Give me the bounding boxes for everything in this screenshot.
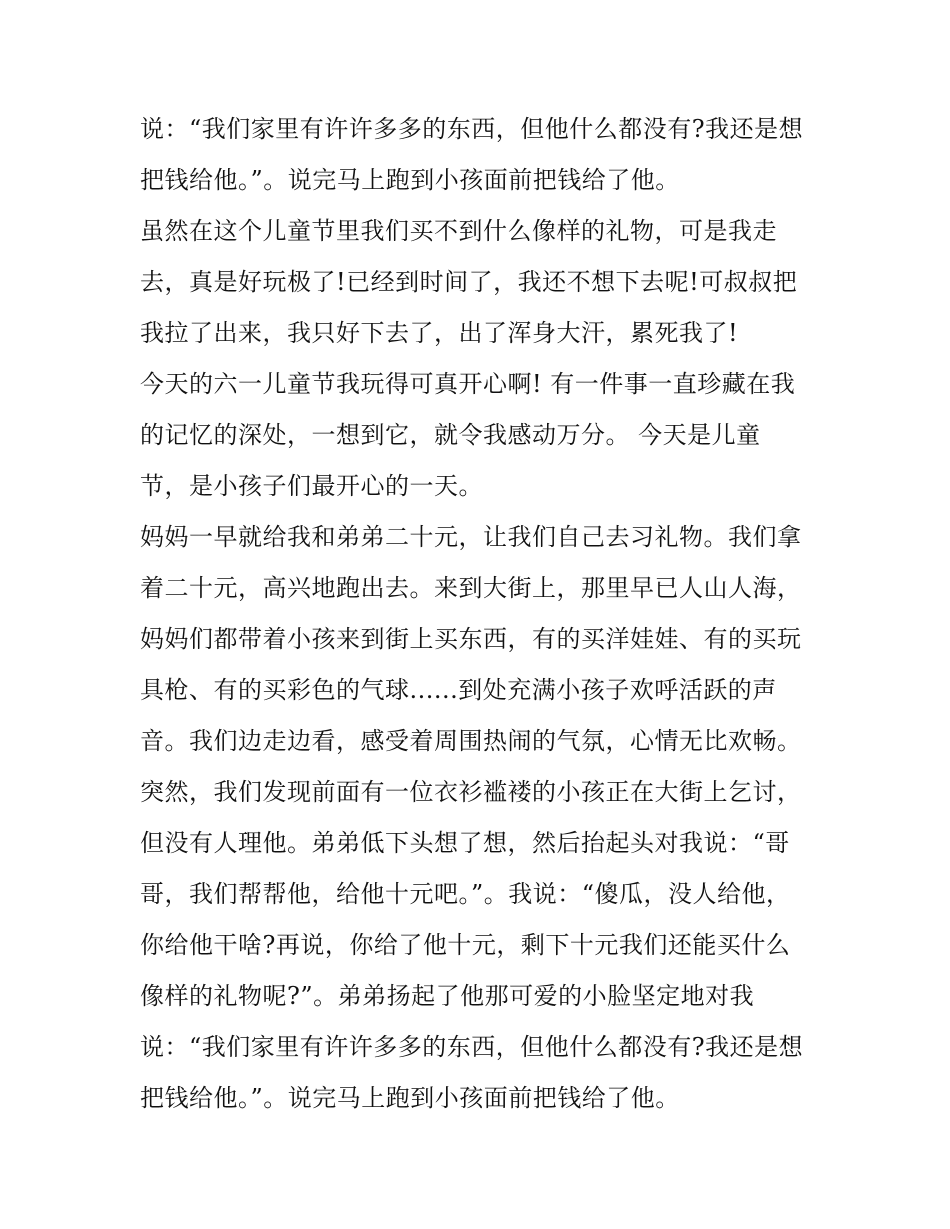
text-line: 突然，我们发现前面有一位衣衫褴褛的小孩正在大街上乞讨， xyxy=(140,778,802,806)
text-line: 妈妈们都带着小孩来到街上买东西，有的买洋娃娃、有的买玩 xyxy=(140,625,802,653)
text-line: 你给他干啥?再说，你给了他十元，剩下十元我们还能买什么 xyxy=(140,931,791,959)
text-line: 着二十元，高兴地跑出去。来到大街上，那里早已人山人海， xyxy=(140,574,802,602)
text-line: 妈妈一早就给我和弟弟二十元，让我们自己去习礼物。我们拿 xyxy=(140,523,802,551)
text-line: 我拉了出来，我只好下去了，出了浑身大汗，累死我了! xyxy=(140,319,739,347)
document-body xyxy=(140,104,840,1124)
text-line: 哥，我们帮帮他，给他十元吧。”。我说：“傻瓜，没人给他， xyxy=(140,880,791,908)
text-line: 说：“我们家里有许许多多的东西，但他什么都没有?我还是想 xyxy=(140,115,804,143)
text-line: 但没有人理他。弟弟低下头想了想，然后抬起头对我说：“哥 xyxy=(140,829,790,857)
text-line: 把钱给他。”。说完马上跑到小孩面前把钱给了他。 xyxy=(140,166,680,194)
text-line: 具枪、有的买彩色的气球......到处充满小孩子欢呼活跃的声 xyxy=(140,676,777,704)
text-line: 虽然在这个儿童节里我们买不到什么像样的礼物，可是我走 xyxy=(140,217,777,245)
text-line: 像样的礼物呢?”。弟弟扬起了他那可爱的小脸坚定地对我 xyxy=(140,982,755,1010)
text-line: 音。我们边走边看，感受着周围热闹的气氛，心情无比欢畅。 xyxy=(140,727,802,755)
text-line: 今天的六一儿童节我玩得可真开心啊! 有一件事一直珍藏在我 xyxy=(140,370,796,398)
text-line: 去，真是好玩极了!已经到时间了，我还不想下去呢!可叔叔把 xyxy=(140,268,798,296)
text-line: 把钱给他。”。说完马上跑到小孩面前把钱给了他。 xyxy=(140,1084,680,1112)
text-line: 说：“我们家里有许许多多的东西，但他什么都没有?我还是想 xyxy=(140,1033,804,1061)
text-line: 节，是小孩子们最开心的一天。 xyxy=(140,472,483,500)
text-line: 的记忆的深处，一想到它，就令我感动万分。 今天是儿童 xyxy=(140,421,761,449)
